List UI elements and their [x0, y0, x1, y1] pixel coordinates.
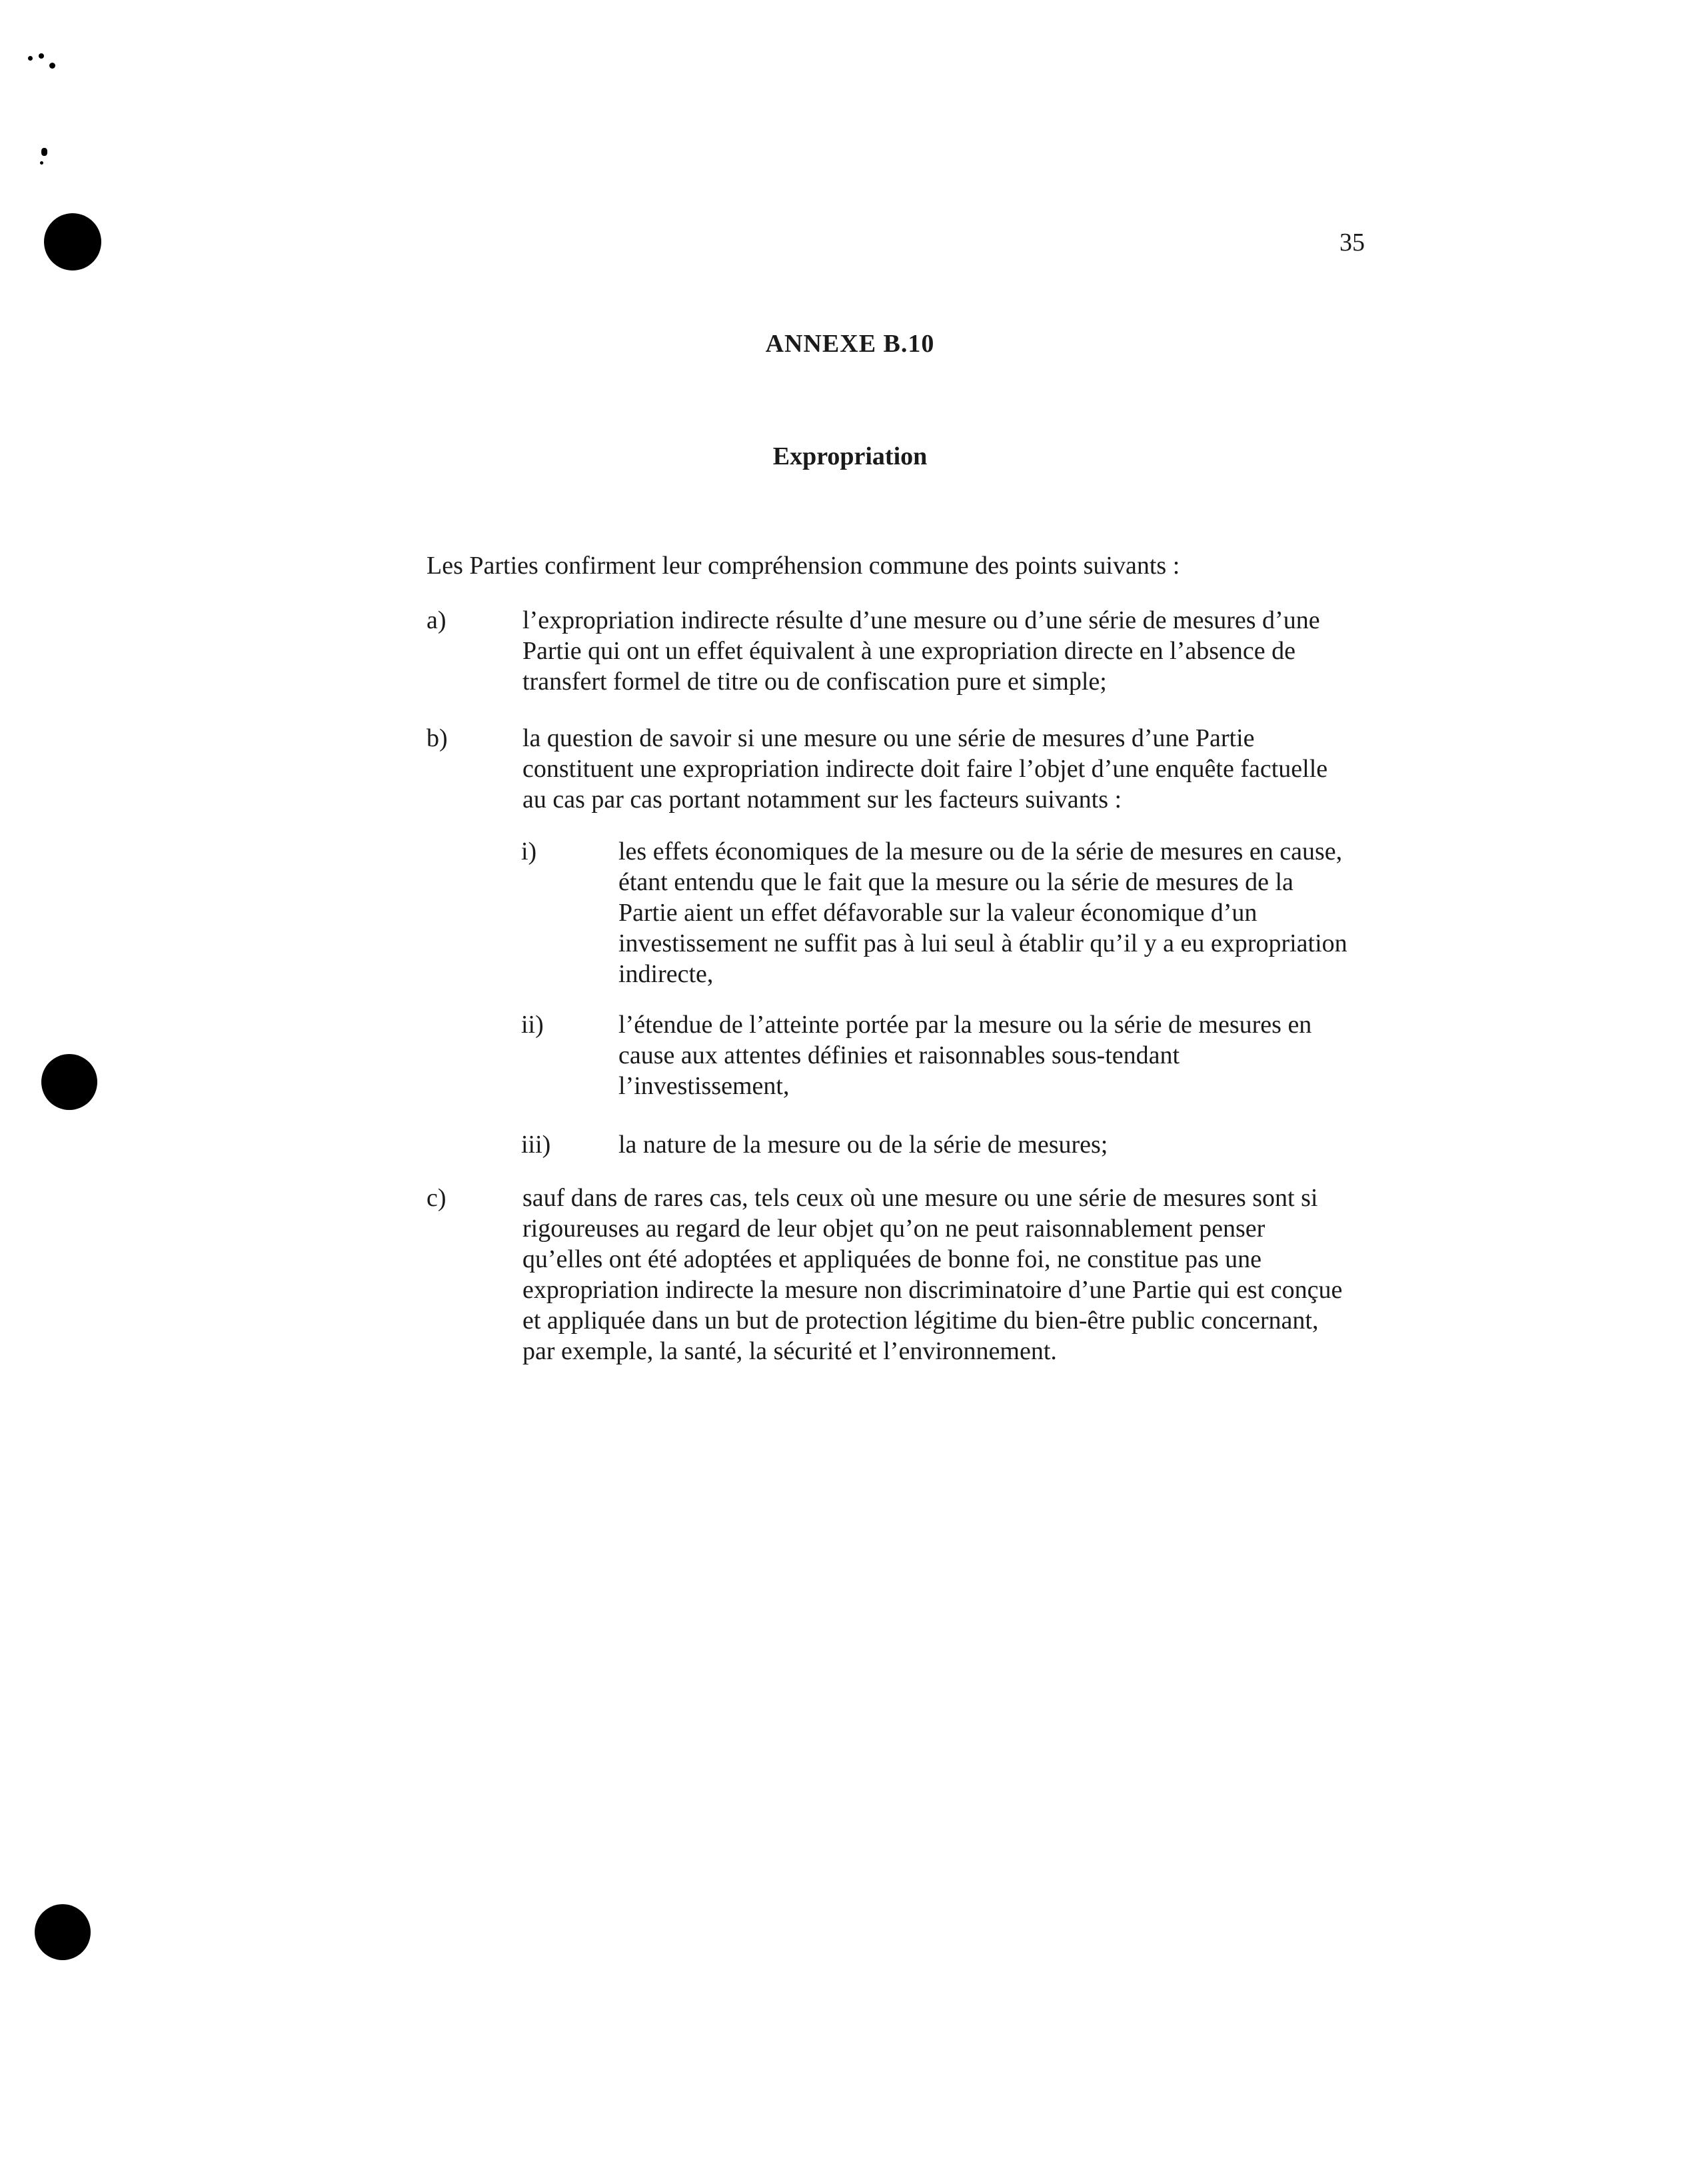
- punch-hole: [44, 213, 101, 271]
- list-marker: b): [426, 724, 448, 752]
- annex-subtitle: Expropriation: [772, 442, 928, 470]
- list-item-text: l’expropriation indirecte résulte d’une mesure ou d’une série de mesures d’une Partie qui ont un effet équivalent à une expropriation directe en l’absence de transfert formel de titre ou de confiscation pure et simple;: [522, 606, 1320, 696]
- list-marker: i): [521, 837, 537, 865]
- scan-speck: [28, 56, 33, 61]
- scan-speck: [49, 63, 55, 69]
- list-item-text: les effets économiques de la mesure ou de la série de mesures en cause, étant entendu que le fait que la mesure ou la série de mesures de la Partie aient un effet défavorable sur la valeur économique d’un investissement ne suffit pas à lui seul à établir qu’il y a eu expropriation indirecte,: [618, 837, 1347, 988]
- list-marker: iii): [521, 1131, 551, 1159]
- intro-paragraph: Les Parties confirment leur compréhension commune des points suivants :: [426, 552, 1180, 580]
- list-marker: ii): [521, 1011, 544, 1039]
- punch-hole: [41, 1054, 97, 1110]
- scan-speck: [40, 161, 43, 165]
- list-item-text: l’étendue de l’atteinte portée par la mesure ou la série de mesures en cause aux attentes définies et raisonnables sous-tendant l’investissement,: [618, 1011, 1312, 1100]
- list-marker: a): [426, 606, 446, 634]
- punch-hole: [35, 1904, 91, 1960]
- annex-title: ANNEXE B.10: [765, 330, 935, 358]
- scan-speck: [39, 53, 44, 59]
- list-item-text: la nature de la mesure ou de la série de mesures;: [618, 1131, 1108, 1159]
- list-item-text: la question de savoir si une mesure ou une série de mesures d’une Partie constituent une expropriation indirecte doit faire l’objet d’une enquête factuelle au cas par cas portant notamment sur les facteurs suivants :: [522, 724, 1328, 814]
- scan-speck: [41, 148, 47, 156]
- list-marker: c): [426, 1184, 446, 1212]
- page-number: 35: [1339, 229, 1365, 257]
- list-item-text: sauf dans de rares cas, tels ceux où une mesure ou une série de mesures sont si rigoureuses au regard de leur objet qu’on ne peut raisonnablement penser qu’elles ont été adoptées et appliquées de bonne foi, ne constitue pas une expropriation indirecte la mesure non discriminatoire d’une Partie qui est conçue et appliquée dans un but de protection légitime du bien-être public concernant, par exemple, la santé, la sécurité et l’environnement.: [522, 1184, 1343, 1365]
